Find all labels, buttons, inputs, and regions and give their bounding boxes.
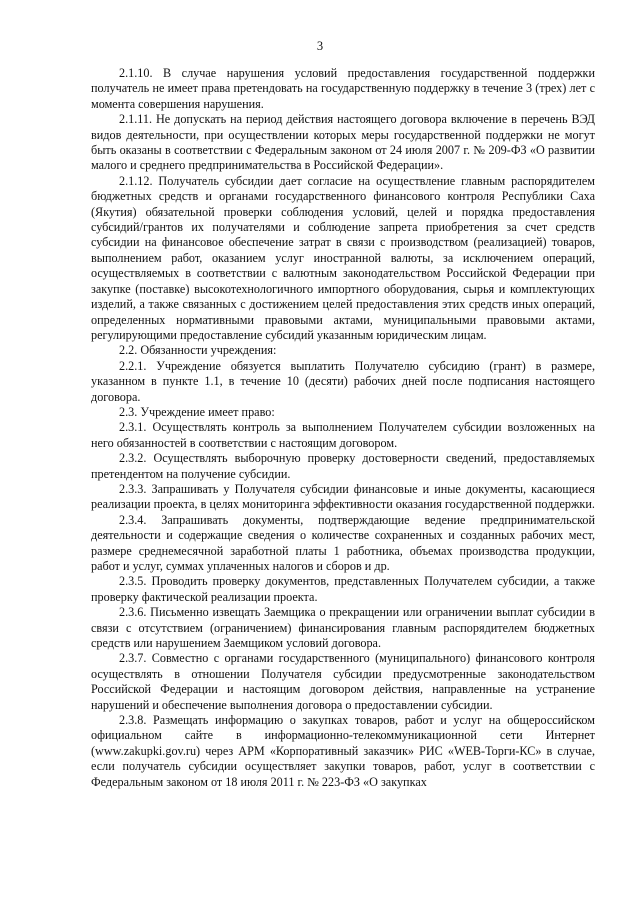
paragraph-2-1-11: 2.1.11. Не допускать на период действия настоящего договора включение в перечень ВЭД видов деятельности, при осуществлении которых меры государственной поддержки не могут быть оказаны в соответствии с Федеральным законом от 24 июля 2007 г. № 209-ФЗ «О развитии малого и среднего предпринимательства в Российской Федерации».	[91, 112, 595, 173]
paragraph-2-3-8: 2.3.8. Размещать информацию о закупках товаров, работ и услуг на общероссийском официальном сайте в информационно-телекоммуникационной сети Интернет (www.zakupki.gov.ru) через АРМ «Корпоративный заказчик» РИС «WEB-Торги-КС» в случае, если получатель субсидии осуществляет закупки товаров, работ, услуг в соответствии с Федеральным законом от 18 июля 2011 г. № 223-ФЗ «О закупках	[91, 713, 595, 789]
paragraph-2-3-5: 2.3.5. Проводить проверку документов, представленных Получателем субсидии, а также проверку фактической реализации проекта.	[91, 574, 595, 604]
section-heading-2-2: 2.2. Обязанности учреждения:	[119, 343, 277, 358]
paragraph-2-1-10: 2.1.10. В случае нарушения условий предоставления государственной поддержки получатель не имеет права претендовать на государственную поддержку в течение 3 (трех) лет с момента совершения нарушения.	[91, 66, 595, 111]
paragraph-2-1-12: 2.1.12. Получатель субсидии дает согласие на осуществление главным распорядителем бюджетных средств и органами государственного финансового контроля Республики Саха (Якутия) обязательной проверки соблюдения условий, целей и порядка предоставления субсидий/грантов их получателями и соблюдение запрета приобретения за счет средств субсидии на финансовое обеспечение затрат в связи с производством (реализацией) товаров, выполнением работ, оказанием услуг иностранной валюты, за исключением операций, осуществляемых в соответствии с валютным законодательством Российской Федерации при закупке (поставке) высокотехнологичного импортного оборудования, сырья и комплектующих изделий, а также связанных с достижением целей предоставления этих средств иных операций, определенных нормативными правовыми актами, муниципальными правовыми актами, регулирующими предоставление субсидий указанным юридическим лицам.	[91, 173, 595, 342]
paragraph-2-3-4: 2.3.4. Запрашивать документы, подтверждающие ведение предпринимательской деятельности и содержащие сведения о количестве сохраненных и созданных рабочих мест, размере среднемесячной заработной платы 1 работника, объемах производства продукции, работ и услуг, суммах уплаченных налогов и сборов и др.	[91, 512, 595, 573]
paragraph-2-3-6: 2.3.6. Письменно извещать Заемщика о прекращении или ограничении выплат субсидии в связи с отсутствием (ограничением) финансирования главным распорядителем бюджетных средств или нарушением Заемщиком условий договора.	[91, 605, 595, 651]
page-number: 3	[316, 39, 324, 53]
paragraph-2-3-1: 2.3.1. Осуществлять контроль за выполнением Получателем субсидии возложенных на него обязанностей в соответствии с настоящим договором.	[91, 420, 595, 450]
paragraph-2-3-2: 2.3.2. Осуществлять выборочную проверку достоверности сведений, предоставляемых претендентом на получение субсидии.	[91, 451, 595, 481]
paragraph-2-3-7: 2.3.7. Совместно с органами государственного (муниципального) финансового контроля осуществлять в отношении Получателя субсидии предусмотренные законодательством Российской Федерации и настоящим договором действия, направленные на устранение нарушений и обеспечение выполнения договора о предоставлении субсидии.	[91, 651, 595, 712]
section-heading-2-3: 2.3. Учреждение имеет право:	[119, 404, 275, 419]
document-body	[91, 66, 595, 790]
paragraph-2-3-3: 2.3.3. Запрашивать у Получателя субсидии финансовые и иные документы, касающиеся реализации проекта, в целях мониторинга эффективности оказания государственной поддержки.	[91, 481, 595, 512]
paragraph-2-2-1: 2.2.1. Учреждение обязуется выплатить Получателю субсидию (грант) в размере, указанном в пункте 1.1, в течение 10 (десяти) рабочих дней после подписания настоящего договора.	[91, 358, 595, 404]
